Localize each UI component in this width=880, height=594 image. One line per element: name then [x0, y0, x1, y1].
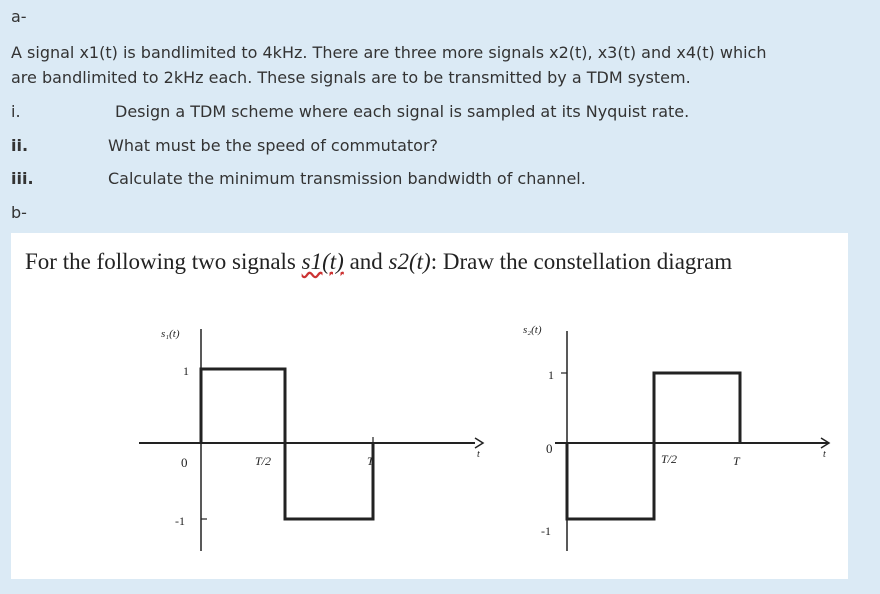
signal-plots — [11, 233, 848, 579]
part-b-label: b- — [11, 203, 27, 222]
s2-waveform — [567, 373, 740, 519]
figure-title-s2: s2(t) — [388, 249, 431, 274]
s2-xtick-T2: T/2 — [661, 452, 678, 466]
part-a-label: a- — [11, 7, 27, 26]
item-text-ii: What must be the speed of commutator? — [108, 136, 439, 155]
figure-title-pre: For the following two signals — [25, 249, 302, 274]
s1-ytick-0: 0 — [181, 455, 188, 470]
s2-ytick-0: 0 — [546, 441, 553, 456]
s1-xlabel: t — [477, 449, 480, 460]
figure-title-mid: and — [343, 249, 389, 274]
signals-figure — [11, 233, 848, 579]
s1-xtick-T: T — [367, 454, 374, 468]
s2-xtick-T: T — [733, 454, 740, 468]
s2-ytick-minus-1: -1 — [541, 524, 551, 538]
s2-plot — [523, 324, 829, 551]
figure-title-s1: s1(t) — [301, 249, 344, 274]
item-number-i: i. — [11, 102, 21, 121]
s2-ylabel: s₂(t) — [523, 324, 542, 336]
item-text-iii: Calculate the minimum transmission bandwidth of channel. — [108, 169, 586, 188]
s2-xlabel: t — [823, 449, 826, 460]
item-text-i: Design a TDM scheme where each signal is sampled at its Nyquist rate. — [115, 102, 690, 121]
s1-ylabel: s₁(t) — [161, 328, 180, 340]
s1-plot — [139, 328, 483, 551]
figure-title-post: : Draw the constellation diagram — [430, 249, 733, 274]
question-line-1: A signal x1(t) is bandlimited to 4kHz. There are three more signals x2(t), x3(t) and x4(t) which — [11, 43, 767, 62]
s1-ytick-1: 1 — [183, 364, 189, 378]
s1-xtick-T2: T/2 — [255, 454, 272, 468]
item-number-ii: ii. — [11, 136, 29, 155]
s1-time-axis-arrow — [475, 438, 483, 448]
item-number-iii: iii. — [11, 169, 34, 188]
s1-ytick-minus-1: -1 — [175, 514, 185, 528]
question-line-2: are bandlimited to 2kHz each. These signals are to be transmitted by a TDM system. — [11, 68, 691, 87]
s2-ytick-1: 1 — [548, 368, 554, 382]
